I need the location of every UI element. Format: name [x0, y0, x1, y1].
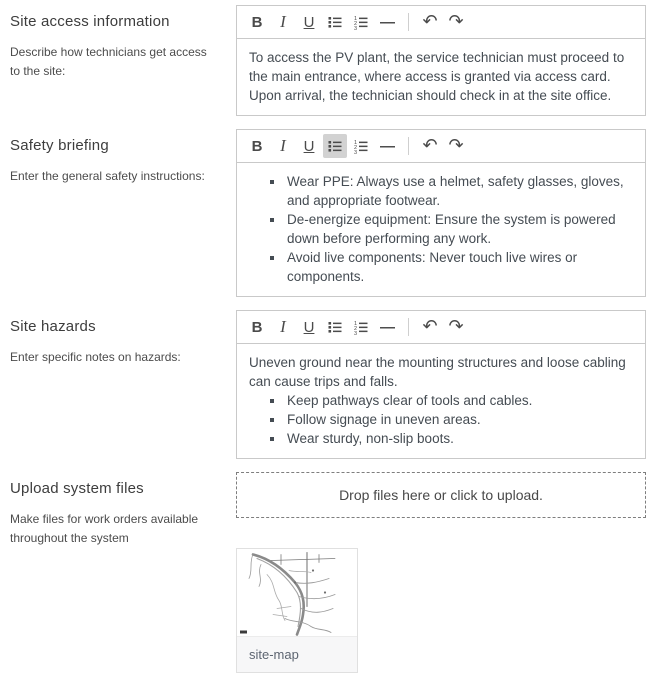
underline-button[interactable]: U — [303, 318, 315, 336]
ordered-list-button[interactable] — [349, 134, 373, 158]
section-safety-briefing — [10, 129, 646, 297]
underline-button[interactable]: U — [303, 137, 315, 155]
file-card[interactable] — [236, 548, 358, 673]
editor-toolbar — [237, 311, 645, 344]
bullet-item: ▪ Follow signage in uneven areas. — [285, 410, 633, 429]
ordered-list-button[interactable] — [349, 315, 373, 339]
editor-content[interactable] — [237, 163, 645, 296]
horizontal-rule-button[interactable]: — — [380, 137, 394, 155]
upload-dropzone[interactable] — [236, 472, 646, 518]
section-title: Upload system files — [10, 480, 144, 497]
bullet-list-icon — [327, 138, 343, 154]
toolbar-divider — [408, 318, 409, 336]
dropzone-label: Drop files here or click to upload. — [339, 487, 543, 503]
section-label — [10, 129, 236, 186]
bullet-list — [249, 391, 633, 448]
section-description: Make files for work orders available throughout the system — [10, 512, 199, 545]
editor-toolbar — [237, 6, 645, 39]
italic-button[interactable]: I — [280, 12, 286, 31]
bullet-item: ▪ Wear sturdy, non-slip boots. — [285, 429, 633, 448]
svg-text:1: 1 — [354, 321, 358, 327]
section-description: Describe how technicians get access to the site: — [10, 45, 207, 78]
undo-button[interactable]: ↶ — [422, 134, 438, 155]
svg-text:1: 1 — [354, 140, 358, 146]
bullet-list-icon — [327, 14, 343, 30]
bullet-item: ▪ Wear PPE: Always use a helmet, safety glasses, gloves, and appropriate footwear. — [285, 172, 633, 210]
underline-button[interactable]: U — [303, 13, 315, 31]
bold-button[interactable]: B — [251, 318, 263, 336]
ordered-list-button[interactable] — [349, 10, 373, 34]
undo-button[interactable]: ↶ — [422, 10, 438, 31]
bullet-list-icon — [327, 319, 343, 335]
bullet-list — [249, 172, 633, 286]
section-label — [10, 310, 236, 367]
section-description: Enter the general safety instructions: — [10, 169, 205, 183]
svg-text:1: 1 — [354, 16, 358, 22]
italic-button[interactable]: I — [280, 317, 286, 336]
horizontal-rule-button[interactable]: — — [380, 13, 394, 31]
bullet-list-button[interactable] — [323, 10, 347, 34]
editor-paragraph: To access the PV plant, the service technician must proceed to the main entrance, where access is granted via access card. Upon arrival, the technician should check in at the site office. — [249, 50, 625, 103]
undo-button[interactable]: ↶ — [422, 315, 438, 336]
ordered-list-icon — [353, 14, 369, 30]
editor-toolbar — [237, 130, 645, 163]
svg-text:3: 3 — [354, 331, 358, 335]
file-thumbnail — [237, 549, 357, 637]
editor-content[interactable] — [237, 344, 645, 458]
svg-text:2: 2 — [354, 145, 358, 151]
toolbar-divider — [408, 137, 409, 155]
section-title: Site hazards — [10, 318, 96, 335]
rich-text-editor-site-hazards — [236, 310, 646, 459]
ordered-list-icon — [353, 319, 369, 335]
site-map-thumbnail-icon — [237, 549, 357, 636]
section-description: Enter specific notes on hazards: — [10, 350, 181, 364]
bullet-list-button[interactable] — [323, 315, 347, 339]
redo-button[interactable]: ↷ — [448, 315, 464, 336]
rich-text-editor-safety-briefing — [236, 129, 646, 297]
editor-paragraph: Uneven ground near the mounting structures and loose cabling can cause trips and falls. — [249, 355, 626, 389]
svg-text:2: 2 — [354, 21, 358, 27]
bold-button[interactable]: B — [251, 13, 263, 31]
bullet-item: ▪ Avoid live components: Never touch live wires or components. — [285, 248, 633, 286]
bullet-item: ▪ Keep pathways clear of tools and cables. — [285, 391, 633, 410]
bold-button[interactable]: B — [251, 137, 263, 155]
section-title: Site access information — [10, 13, 170, 30]
horizontal-rule-button[interactable]: — — [380, 318, 394, 336]
svg-text:3: 3 — [354, 26, 358, 30]
editor-content[interactable] — [237, 39, 645, 115]
toolbar-divider — [408, 13, 409, 31]
redo-button[interactable]: ↷ — [448, 10, 464, 31]
section-site-access — [10, 5, 646, 116]
section-label — [10, 5, 236, 80]
bullet-list-button[interactable] — [323, 134, 347, 158]
svg-text:3: 3 — [354, 150, 358, 154]
redo-button[interactable]: ↷ — [448, 134, 464, 155]
bullet-item: ▪ De-energize equipment: Ensure the system is powered down before performing any work. — [285, 210, 633, 248]
section-upload-files — [10, 472, 646, 673]
ordered-list-icon — [353, 138, 369, 154]
section-title: Safety briefing — [10, 137, 109, 154]
italic-button[interactable]: I — [280, 136, 286, 155]
section-site-hazards — [10, 310, 646, 459]
file-name: site-map — [237, 637, 357, 672]
rich-text-editor-site-access — [236, 5, 646, 116]
svg-text:2: 2 — [354, 326, 358, 332]
section-label — [10, 472, 236, 547]
